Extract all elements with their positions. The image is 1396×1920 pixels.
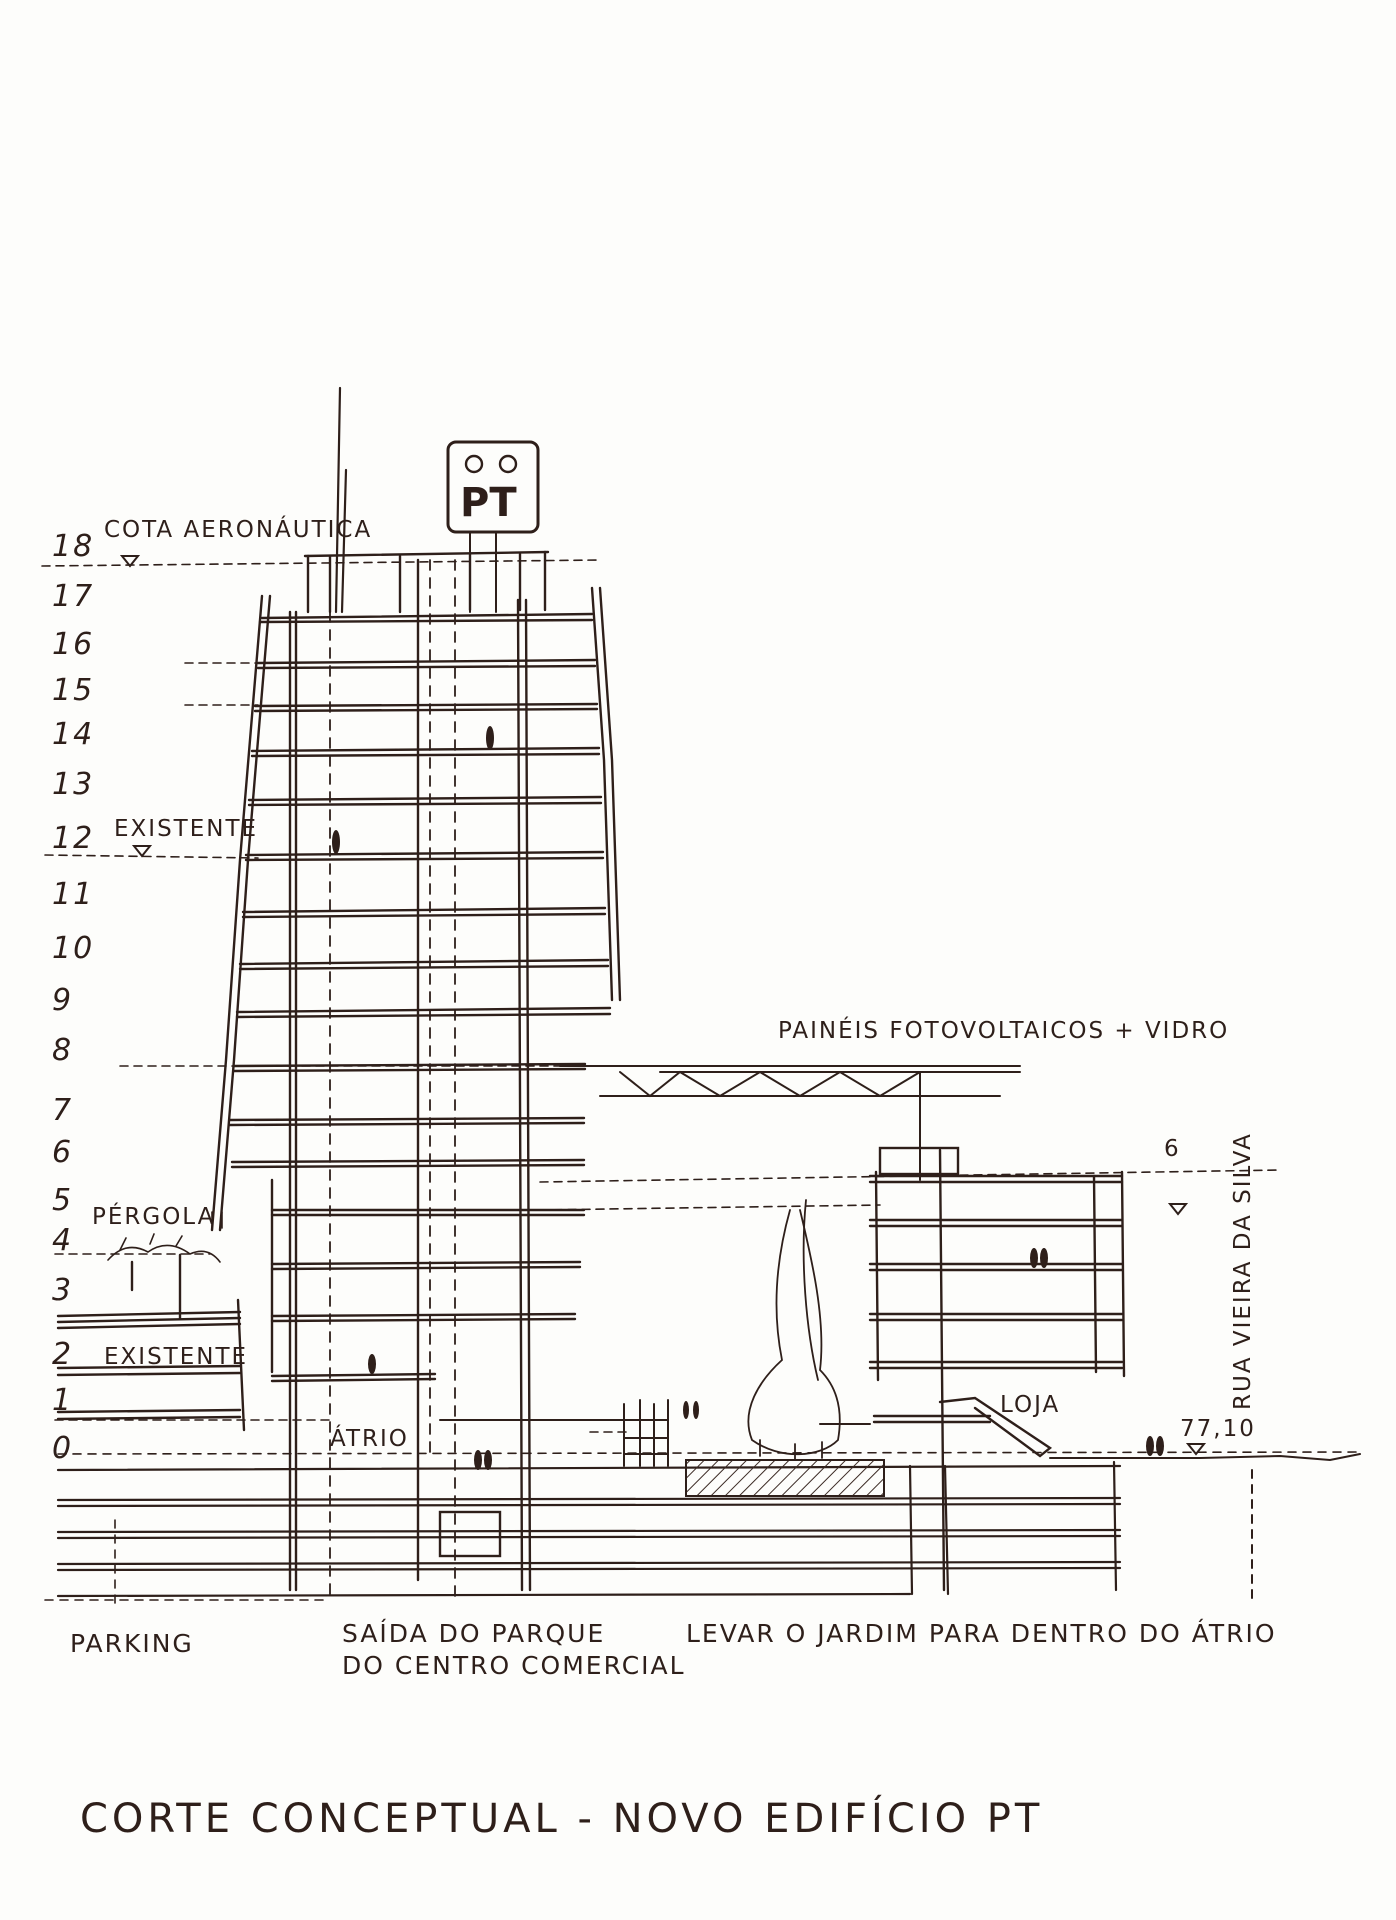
floor-level-7: 7 [52,1093,74,1128]
label-saida-line1: SAÍDA DO PARQUE [342,1619,606,1648]
right-block [870,1148,1124,1590]
atrium-roof-truss [560,1066,1020,1180]
floor-level-11: 11 [52,877,95,912]
floor-level-9: 9 [52,983,74,1018]
floor-level-15: 15 [52,673,95,708]
label-rua-vieira-da-silva: RUA VIEIRA DA SILVA [1230,1132,1256,1410]
floor-level-3: 3 [52,1273,74,1308]
label-cota-aeronautica: COTA AERONÁUTICA [104,517,373,543]
label-saida-line2: DO CENTRO COMERCIAL [342,1651,686,1680]
floor-level-17: 17 [52,579,95,614]
floor-level-13: 13 [52,767,95,802]
street-profile [122,556,1360,1600]
label-pergola: PÉRGOLA [92,1204,216,1230]
floor-level-5: 5 [52,1183,74,1218]
floor-level-numbers [52,529,94,1466]
floor-level-14: 14 [52,717,95,752]
drawing-caption: CORTE CONCEPTUAL - NOVO EDIFÍCIO PT [80,1796,1044,1842]
basement-slabs [58,1462,1120,1596]
floor-level-2: 2 [52,1337,74,1372]
exit-box [440,1512,500,1556]
label-jardim: LEVAR O JARDIM PARA DENTRO DO ÁTRIO [686,1619,1277,1648]
garden-trees [748,1200,839,1460]
label-atrio: ÁTRIO [330,1426,409,1452]
planter-hatch [686,1460,884,1496]
floor-level-18: 18 [52,529,95,564]
atrium-stair [624,1400,668,1466]
label-paineis: PAINÉIS FOTOVOLTAICOS + VIDRO [778,1018,1230,1044]
floor-level-10: 10 [52,931,95,966]
floor-level-12: 12 [52,821,95,856]
label-street-level: 77,10 [1180,1416,1256,1442]
pt-logo-text: PT [460,480,517,526]
floor-level-4: 4 [52,1223,74,1258]
label-parking: PARKING [70,1629,194,1658]
floor-level-0: 0 [52,1431,74,1466]
parking-block [58,1255,244,1430]
label-existente-top: EXISTENTE [114,816,259,842]
label-level-6: 6 [1164,1136,1181,1162]
people-figures [332,726,1164,1470]
pt-logo-sign [448,442,538,612]
main-tower [212,552,620,1590]
floor-level-8: 8 [52,1033,74,1068]
floor-level-16: 16 [52,627,95,662]
label-existente-low: EXISTENTE [104,1344,249,1370]
label-loja: LOJA [1000,1392,1061,1418]
antenna [336,388,346,612]
floor-level-1: 1 [52,1383,74,1418]
floor-level-6: 6 [52,1135,74,1170]
